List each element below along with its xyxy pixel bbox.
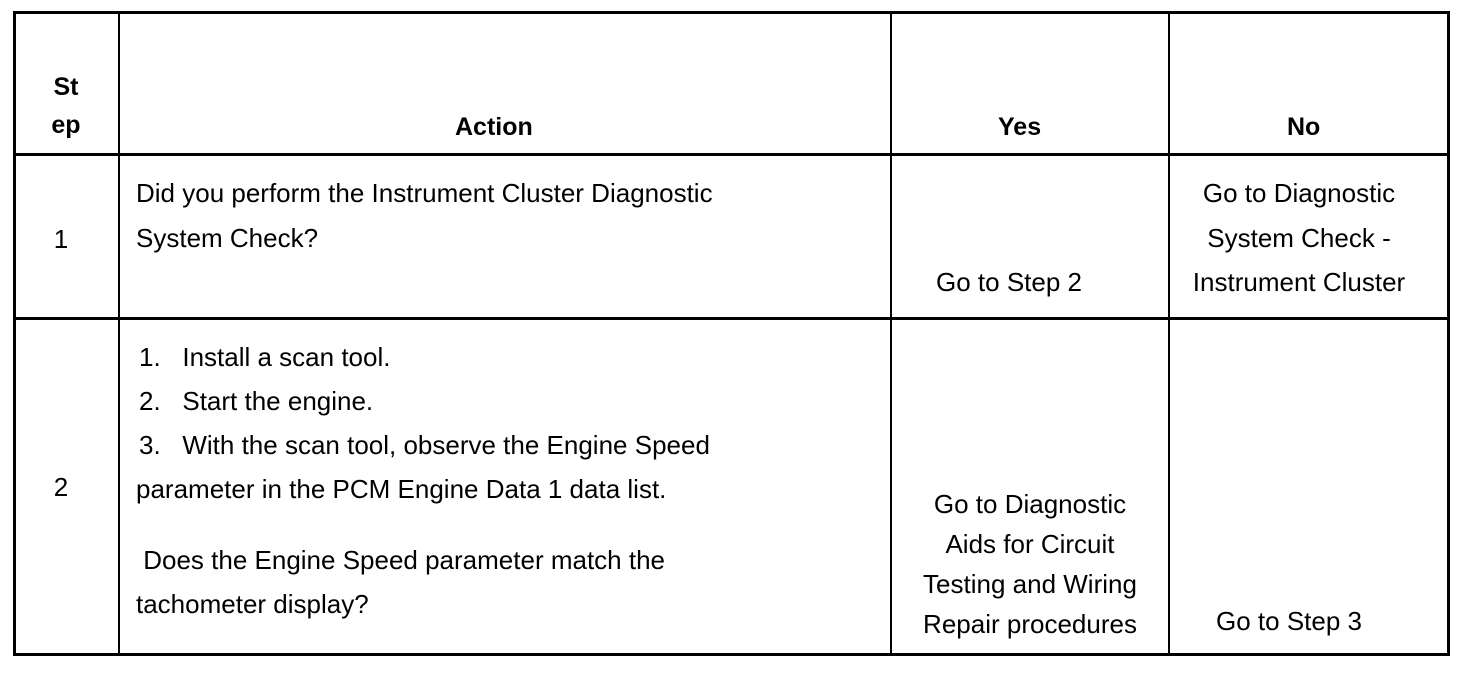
row1-yes: Go to Step 2: [936, 267, 1082, 297]
row-divider: [16, 317, 1447, 320]
row1-no-line: Go to Diagnostic: [1202, 178, 1396, 208]
row2-yes-line: Go to Diagnostic: [933, 489, 1127, 519]
row2-yes: [892, 489, 1168, 639]
row2-yes-line: Aids for Circuit: [945, 529, 1115, 559]
column-divider: [1168, 14, 1170, 653]
row2-action-line: 2. Start the engine.: [139, 386, 374, 416]
header-action: Action: [455, 113, 533, 141]
row2-step: 2: [53, 472, 69, 502]
row-divider: [16, 153, 1447, 156]
row2-action-line: parameter in the PCM Engine Data 1 data list.: [136, 474, 667, 504]
row1-action-line: Did you perform the Instrument Cluster Diagnostic: [136, 178, 713, 208]
column-divider: [118, 14, 120, 653]
header-step: [16, 72, 116, 140]
row2-action-line: Does the Engine Speed parameter match the: [136, 545, 665, 575]
diagnostic-table: [13, 11, 1450, 656]
row2-action-line: 1. Install a scan tool.: [139, 342, 391, 372]
row1-step: 1: [53, 224, 69, 254]
header-step-line1: St: [53, 73, 79, 101]
row2-no: Go to Step 3: [1216, 606, 1362, 636]
row2-yes-line: Repair procedures: [923, 609, 1137, 639]
row1-action-line: System Check?: [136, 223, 319, 253]
header-step-line2: ep: [51, 111, 81, 139]
row1-no-line: Instrument Cluster: [1192, 267, 1406, 297]
header-no: No: [1287, 113, 1321, 141]
row1-no: [1171, 178, 1427, 297]
row2-action: [136, 342, 710, 619]
row2-yes-line: Testing and Wiring: [923, 569, 1137, 599]
row1-action: [136, 178, 713, 253]
row1-no-line: System Check -: [1207, 223, 1391, 253]
row2-action-line: tachometer display?: [136, 589, 369, 619]
row2-action-line: 3. With the scan tool, observe the Engine Speed: [139, 430, 710, 460]
header-yes: Yes: [998, 113, 1042, 141]
